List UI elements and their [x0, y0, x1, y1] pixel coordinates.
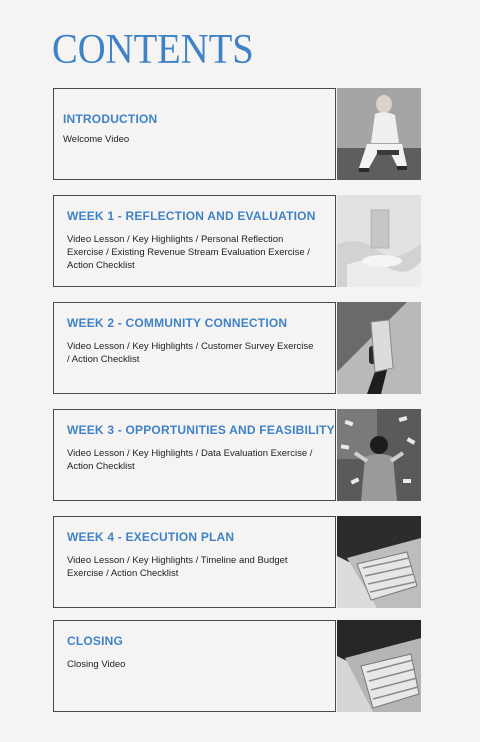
section-heading: WEEK 2 - COMMUNITY CONNECTION — [67, 316, 288, 330]
phone-on-sand-photo — [337, 195, 421, 287]
section-card-introduction — [53, 88, 336, 180]
section-card-closing — [53, 620, 336, 712]
page-title: CONTENTS — [52, 27, 254, 73]
section-description: Welcome Video — [63, 134, 130, 145]
section-heading: WEEK 3 - OPPORTUNITIES AND FEASIBILITY — [67, 423, 335, 437]
section-description: Video Lesson / Key Highlights / Timeline and Budget Exercise / Action Checklist — [67, 555, 288, 579]
money-rain-photo — [337, 409, 421, 501]
section-card-week-2 — [53, 302, 336, 394]
hand-holding-cash-photo — [337, 302, 421, 394]
laptop-with-cash-photo-closing — [337, 620, 421, 712]
section-description: Closing Video — [67, 659, 126, 670]
section-card-week-1 — [53, 195, 336, 287]
laptop-with-cash-photo — [337, 516, 421, 608]
section-heading: INTRODUCTION — [63, 112, 158, 126]
section-description: Video Lesson / Key Highlights / Personal Reflection Exercise / Existing Revenue Stream Evaluation Exercise / Action Checklist — [67, 234, 310, 271]
section-description: Video Lesson / Key Highlights / Customer Survey Exercise / Action Checklist — [67, 341, 314, 365]
section-card-week-3 — [53, 409, 336, 501]
woman-seated-on-stool-photo — [337, 88, 421, 180]
section-heading: WEEK 4 - EXECUTION PLAN — [67, 530, 235, 544]
section-heading: WEEK 1 - REFLECTION AND EVALUATION — [67, 209, 316, 223]
section-heading: CLOSING — [67, 634, 124, 648]
section-description: Video Lesson / Key Highlights / Data Evaluation Exercise / Action Checklist — [67, 448, 313, 472]
section-card-week-4 — [53, 516, 336, 608]
